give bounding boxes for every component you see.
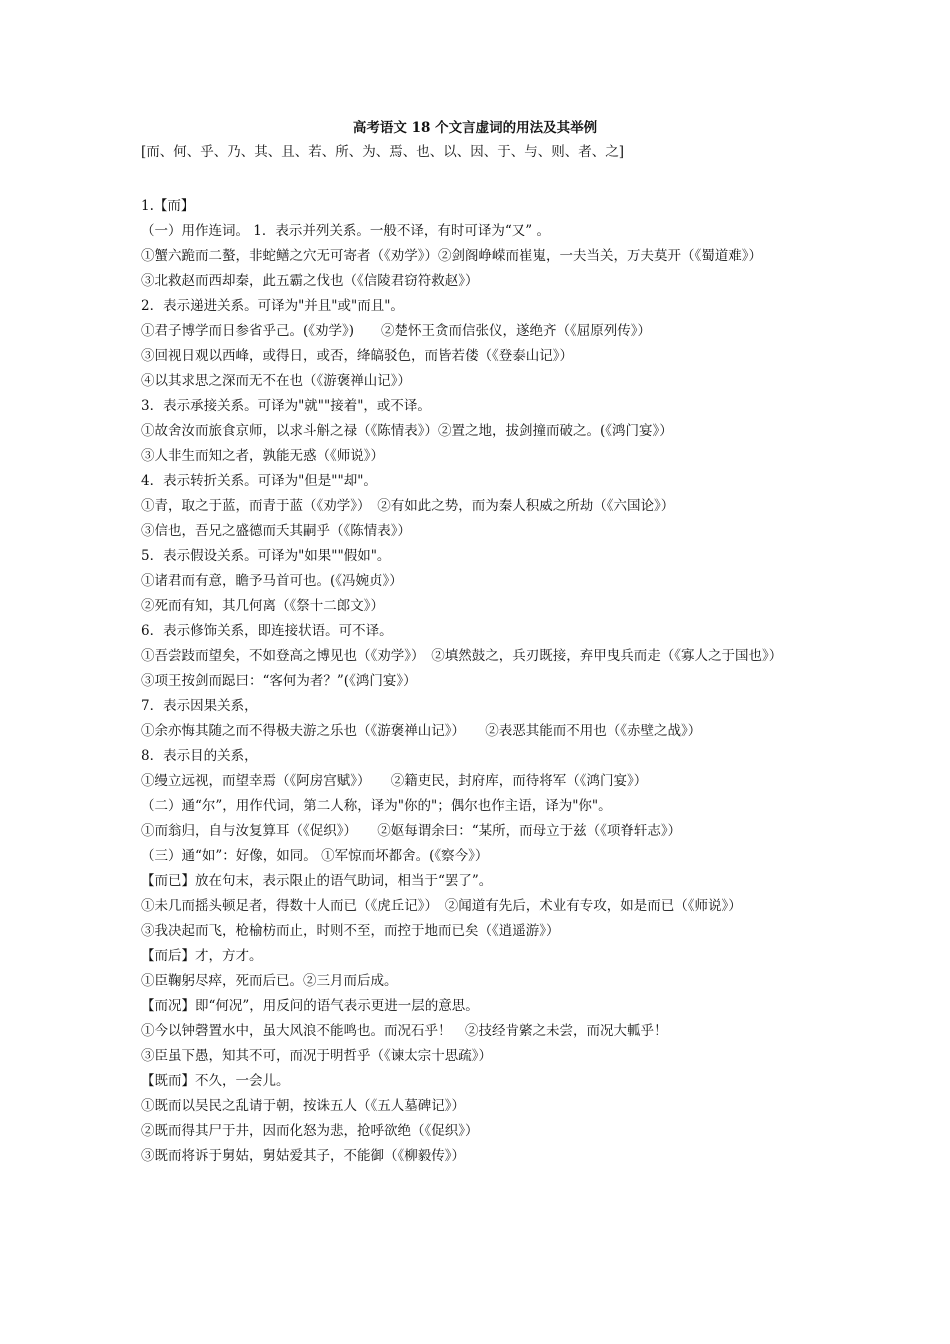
document-title: 高考语文 18 个文言虚词的用法及其举例 [352,120,598,136]
text-line: ③北救赵而西却秦，此五霸之伐也（《信陵君窃符救赵》） [141,273,479,289]
text-line: ④以其求思之深而无不在也（《游褒禅山记》） [141,373,411,389]
text-line: ③信也，吾兄之盛德而夭其嗣乎（《陈情表》） [141,523,411,539]
text-line: 6．表示修饰关系，即连接状语。可不译。 [141,623,393,639]
text-line: ①余亦悔其随之而不得极夫游之乐也（《游褒禅山记》） ②表恶其能而不用也（《赤壁之战》） [141,723,702,739]
text-line: ③人非生而知之者，孰能无惑（《师说》） [141,448,384,464]
text-line: （二）通“尔”，用作代词，第二人称，译为"你的"；偶尔也作主语，译为"你"。 [141,798,612,814]
text-line: ①青，取之于蓝，而青于蓝（《劝学》） ②有如此之势，而为秦人积威之所劫（《六国论》） [141,498,675,514]
text-line: ③既而将诉于舅姑，舅姑爱其子，不能御（《柳毅传》） [141,1148,465,1164]
text-line: ②死而有知，其几何离（《祭十二郎文》） [141,598,384,614]
document-subtitle: [而、何、乎、乃、其、且、若、所、为、焉、也、以、因、于、与、则、者、之] [141,144,625,160]
text-line: ①故舍汝而旅食京师，以求斗斛之禄（《陈情表》）②置之地，拔剑撞而破之。(《鸿门宴》） [141,423,673,439]
text-line: ③项王按剑而跽曰：“客何为者？”(《鸿门宴》） [141,673,417,689]
text-line: 8．表示目的关系， [141,748,258,764]
document-body [141,194,931,1169]
text-line: ①未几而摇头顿足者，得数十人而已（《虎丘记》） ②闻道有先后，术业有专攻，如是而已（《师说》） [141,898,742,914]
text-line: ③臣虽下愚，知其不可，而况于明哲乎（《谏太宗十思疏》） [141,1048,492,1064]
text-line: ①今以钟磬置水中，虽大风浪不能鸣也。而况石乎！ ②技经肯綮之未尝，而况大軱乎！ [141,1023,668,1039]
text-line: （一）用作连词。 1．表示并列关系。一般不译，有时可译为“又” 。 [141,223,550,239]
text-line: ①缦立远视，而望幸焉（《阿房宫赋》） ②籍吏民，封府库，而待将军（《鸿门宴》） [141,773,648,789]
text-line: 4．表示转折关系。可译为"但是""却"。 [141,473,377,489]
text-line: ①诸君而有意，瞻予马首可也。(《冯婉贞》） [141,573,403,589]
text-line: ①而翁归，自与汝复算耳（《促织》） ②妪每谓余曰：“某所，而母立于兹（《项脊轩志》） [141,823,682,839]
text-line: ①吾尝跂而望矣，不如登高之博见也（《劝学》） ②填然鼓之，兵刃既接，弃甲曳兵而走（《寡人之于国也》） [141,648,783,664]
text-line: 3．表示承接关系。可译为"就""接着"，或不译。 [141,398,431,414]
text-line: （三）通“如”：好像，如同。 ①军惊而坏都舍。(《察今》） [141,848,489,864]
text-line: 2．表示递进关系。可译为"并且"或"而且"。 [141,298,404,314]
text-line: 【而况】即“何况”，用反问的语气表示更进一层的意思。 [141,998,479,1014]
text-line: 1.【而】 [141,198,195,214]
text-line: ①既而以吴民之乱请于朝，按诛五人（《五人墓碑记》） [141,1098,465,1114]
text-line: ②既而得其尸于井，因而化怒为悲，抢呼欲绝（《促织》） [141,1123,479,1139]
text-line: 5．表示假设关系。可译为"如果""假如"。 [141,548,391,564]
text-line: 7．表示因果关系， [141,698,258,714]
text-line: ③回视日观以西峰，或得日，或否，绛皜驳色，而皆若偻（《登泰山记》） [141,348,573,364]
text-line: 【既而】不久，一会儿。 [141,1073,290,1089]
text-line: ①蟹六跪而二螯，非蛇鳝之穴无可寄者（《劝学》）②剑阁峥嵘而崔嵬，一夫当关，万夫莫开（《蜀道难》） [141,248,762,264]
text-line: ①君子博学而日参省乎己。(《劝学》) ②楚怀王贪而信张仪，遂绝齐（《屈原列传》） [141,323,652,339]
text-line: 【而后】才，方才。 [141,948,263,964]
text-line: ①臣鞠躬尽瘁，死而后已。②三月而后成。 [141,973,398,989]
text-line: 【而已】放在句末，表示限止的语气助词，相当于“罢了”。 [141,873,493,889]
text-line: ③我决起而飞，枪榆枋而止，时则不至，而控于地而已矣（《逍遥游》） [141,923,560,939]
